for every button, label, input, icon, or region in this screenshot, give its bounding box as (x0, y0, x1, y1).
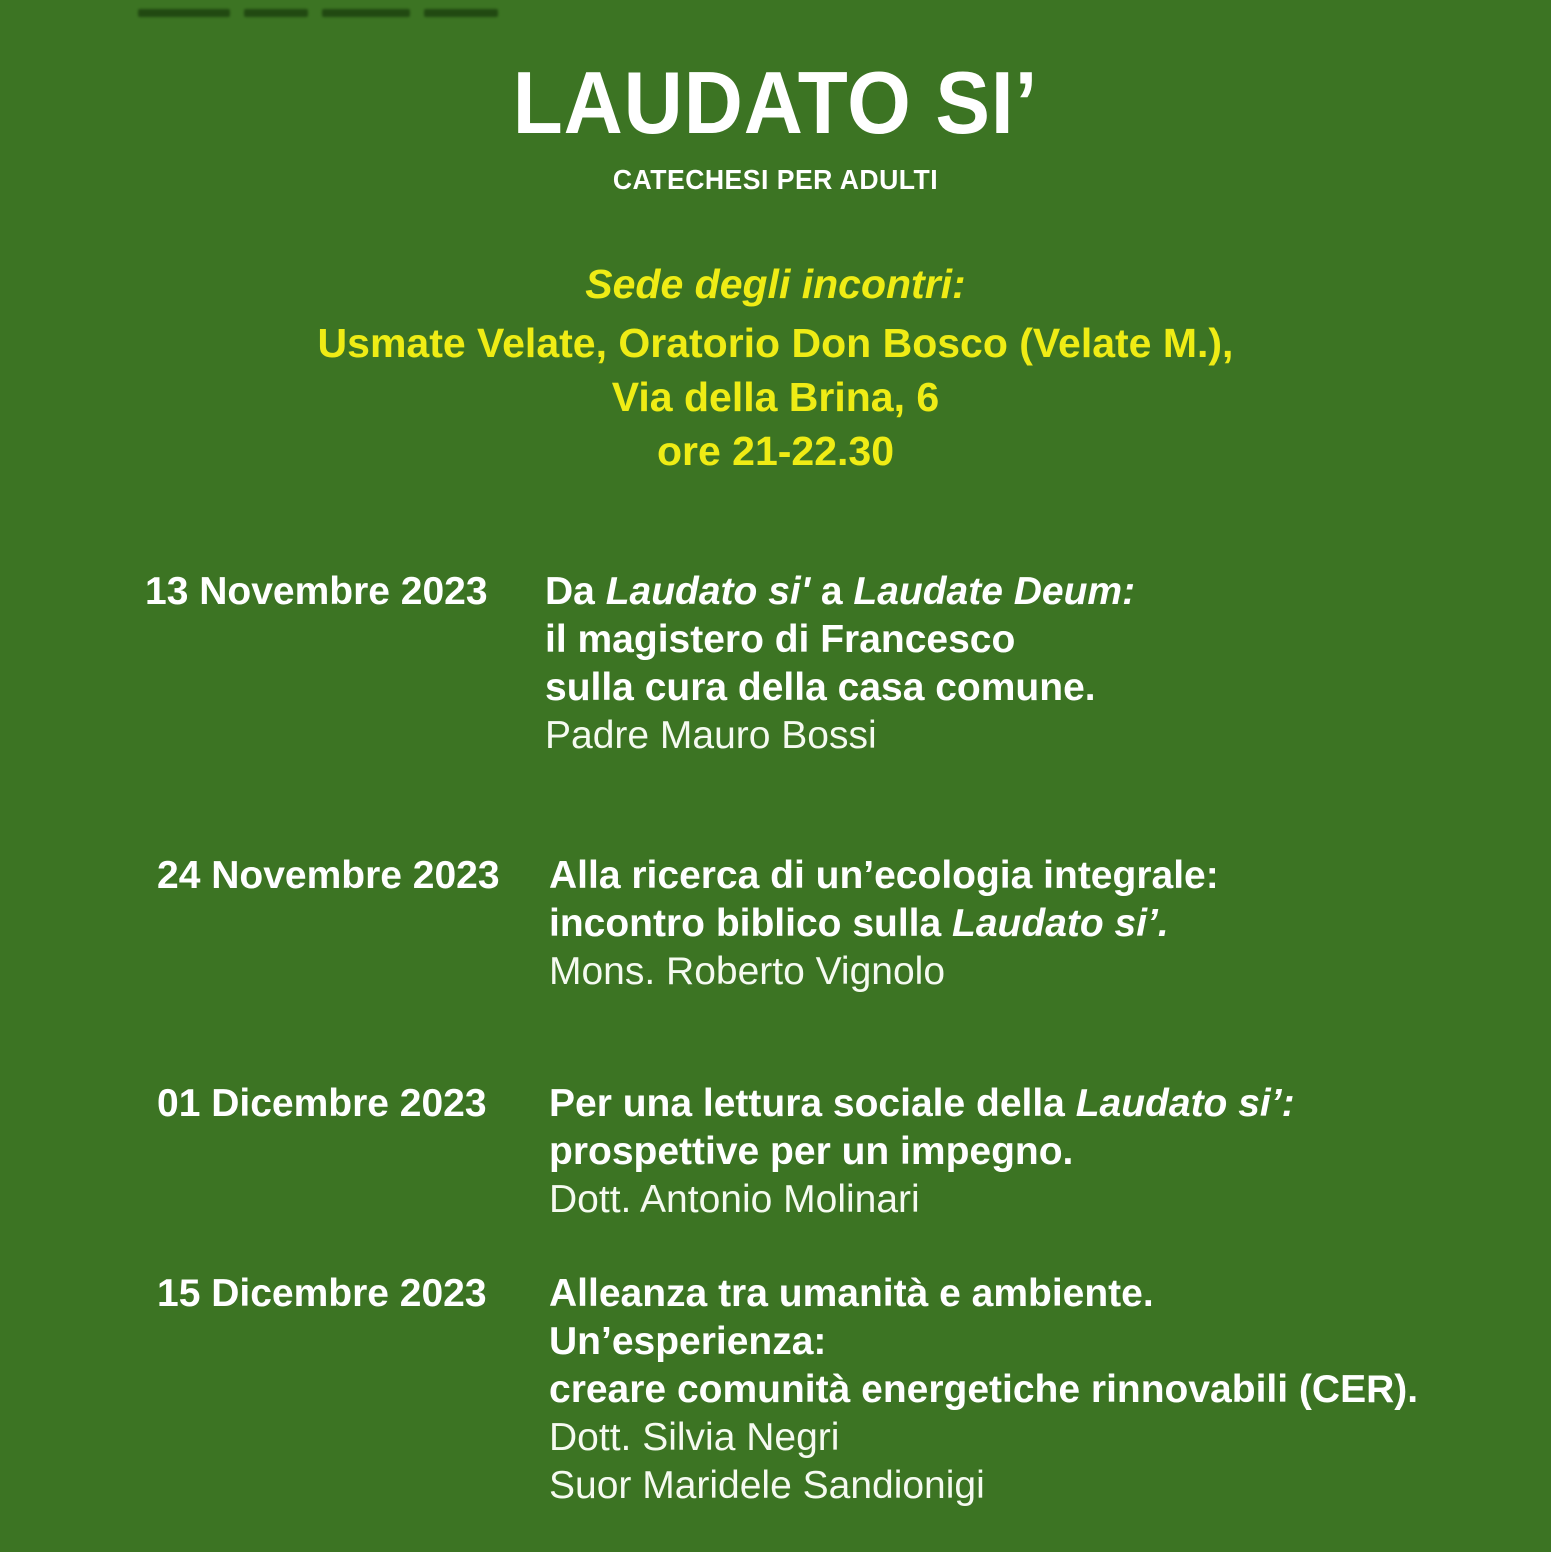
event-title-segment: sulla cura della casa comune. (545, 666, 1096, 709)
event-title-segment: creare comunità energetiche rinnovabili (CER). (549, 1368, 1419, 1411)
event-title-line (545, 664, 1511, 712)
event-title-segment: il magistero di Francesco (545, 618, 1016, 661)
event-speaker: Padre Mauro Bossi (545, 714, 877, 757)
event-date: 13 Novembre 2023 (145, 570, 488, 613)
event-title-line (549, 1318, 1511, 1366)
event-title-segment: Alleanza tra umanità e ambiente. (549, 1272, 1154, 1315)
event-title-line (545, 616, 1511, 664)
page-title: LAUDATO SI’ (512, 53, 1039, 152)
event-date: 15 Dicembre 2023 (157, 1272, 487, 1315)
event-title-line (549, 1128, 1511, 1176)
venue-line: ore 21-22.30 (656, 428, 895, 474)
event-title-segment: Da (545, 570, 606, 613)
event-body (549, 1270, 1511, 1510)
event-title-line (549, 1270, 1511, 1318)
event-title-segment: Alla ricerca di un’ecologia integrale: (549, 854, 1219, 897)
top-left-artifact (138, 4, 538, 22)
event-title-line (549, 1366, 1511, 1414)
event-title-segment: Un’esperienza: (549, 1320, 827, 1363)
event-title-segment: prospettive per un impegno. (549, 1130, 1074, 1173)
venue-line: Usmate Velate, Oratorio Don Bosco (Velate M.), (317, 320, 1234, 366)
event-title-segment: a (810, 570, 854, 613)
event-speaker: Suor Maridele Sandionigi (549, 1464, 985, 1507)
event-date: 01 Dicembre 2023 (157, 1082, 487, 1125)
event-speaker: Dott. Silvia Negri (549, 1416, 840, 1459)
event-title-segment-italic: Laudate Deum: (853, 570, 1136, 613)
event-speaker: Mons. Roberto Vignolo (549, 950, 946, 993)
event-speaker: Dott. Antonio Molinari (549, 1178, 920, 1221)
event-title-segment: incontro biblico sulla (549, 902, 953, 945)
venue-heading: Sede degli incontri: (585, 261, 966, 307)
event-title-segment: Per una lettura sociale della (549, 1082, 1076, 1125)
event-title-line (549, 852, 1511, 900)
event-title-segment-italic: Laudato si’. (952, 902, 1169, 945)
event-title-segment-italic: Laudato si' (605, 570, 810, 613)
event-body (549, 852, 1511, 996)
events-list (145, 568, 1511, 1510)
event-row (145, 568, 1511, 760)
venue-line: Via della Brina, 6 (611, 374, 940, 420)
event-row (145, 1080, 1511, 1224)
event-body (549, 1080, 1511, 1224)
event-body (545, 568, 1511, 760)
venue-block (0, 258, 1551, 478)
event-title-line (545, 568, 1511, 616)
event-title-segment-italic: Laudato si’: (1075, 1082, 1295, 1125)
event-row (145, 1270, 1511, 1510)
event-row (145, 852, 1511, 996)
event-date: 24 Novembre 2023 (157, 854, 500, 897)
page-subtitle: CATECHESI PER ADULTI (612, 164, 939, 195)
venue-lines (0, 316, 1551, 478)
event-title-line (549, 1080, 1511, 1128)
event-title-line (549, 900, 1511, 948)
